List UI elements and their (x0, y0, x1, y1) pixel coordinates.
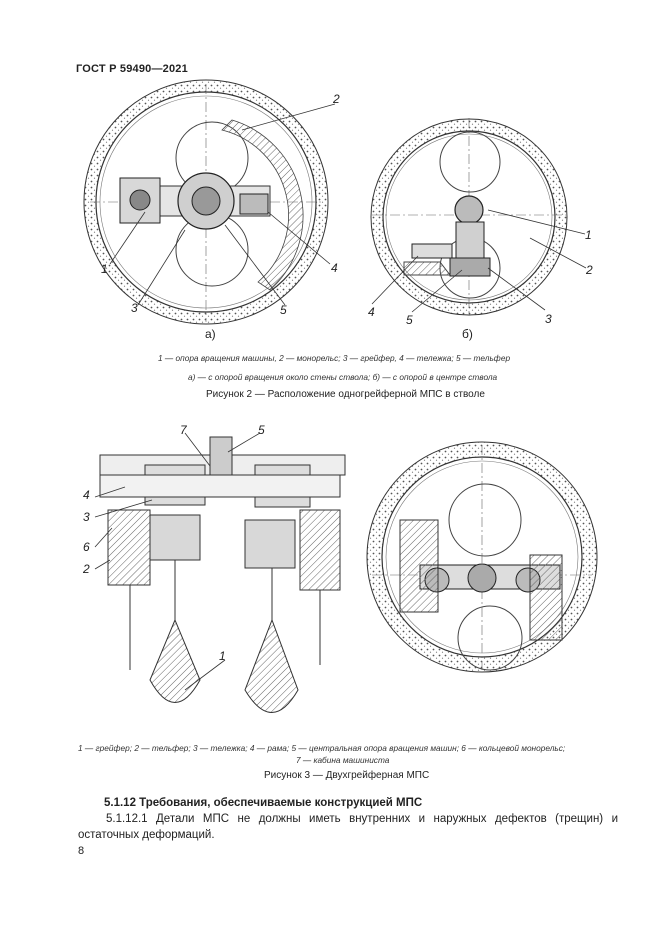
fig2a-label-5: 5 (280, 303, 287, 317)
fig2b-label-3: 3 (545, 312, 552, 326)
fig2-sub-a: а) (205, 327, 216, 341)
fig2a-label-4: 4 (331, 261, 338, 275)
fig3-legend-line1: 1 — грейфер; 2 — тельфер; 3 — тележка; 4 — рама; 5 — центральная опора вращения машин; 6 — кольцевой монорельс; (78, 743, 566, 753)
fig3-label-2: 2 (83, 562, 90, 576)
fig2-sub-b: б) (462, 327, 473, 341)
page-number: 8 (78, 845, 85, 857)
fig3-label-3: 3 (83, 510, 90, 524)
section-paragraph: 5.1.12.1 Детали МПС не должны иметь внутренних и наружных дефектов (трещин) и остаточных деформаций. (78, 813, 618, 841)
fig3-caption: Рисунок 3 — Двухгрейферная МПС (264, 770, 430, 781)
fig3-label-1: 1 (219, 649, 226, 663)
fig2a-label-3: 3 (131, 301, 138, 315)
fig2-legend-line1: 1 — опора вращения машины, 2 — монорельс; 3 — грейфер, 4 — тележка; 5 — тельфер (158, 353, 511, 363)
fig2-caption: Рисунок 2 — Расположение одногрейферной МПС в стволе (206, 389, 485, 400)
fig2a-label-2: 2 (333, 92, 340, 106)
fig2a-label-1: 1 (101, 262, 108, 276)
fig3-label-6: 6 (83, 540, 90, 554)
fig2-legend-line2: а) — с опорой вращения около стены ствола; б) — с опорой в центре ствола (188, 372, 498, 382)
fig2b-label-4: 4 (368, 305, 375, 319)
fig3-legend-line2: 7 — кабина машиниста (296, 755, 390, 765)
document-header: ГОСТ Р 59490—2021 (76, 63, 188, 75)
fig2b-label-1: 1 (585, 228, 592, 242)
side-view-drawing (100, 437, 345, 713)
fig3-label-7: 7 (180, 423, 187, 437)
fig3-label-4: 4 (83, 488, 90, 502)
section-title: 5.1.12 Требования, обеспечиваемые конструкцией МПС (104, 797, 423, 809)
fig2b-label-2: 2 (586, 263, 593, 277)
fig2b-label-5: 5 (406, 313, 413, 327)
fig3-label-5: 5 (258, 423, 265, 437)
plan-view-drawing (367, 442, 597, 672)
